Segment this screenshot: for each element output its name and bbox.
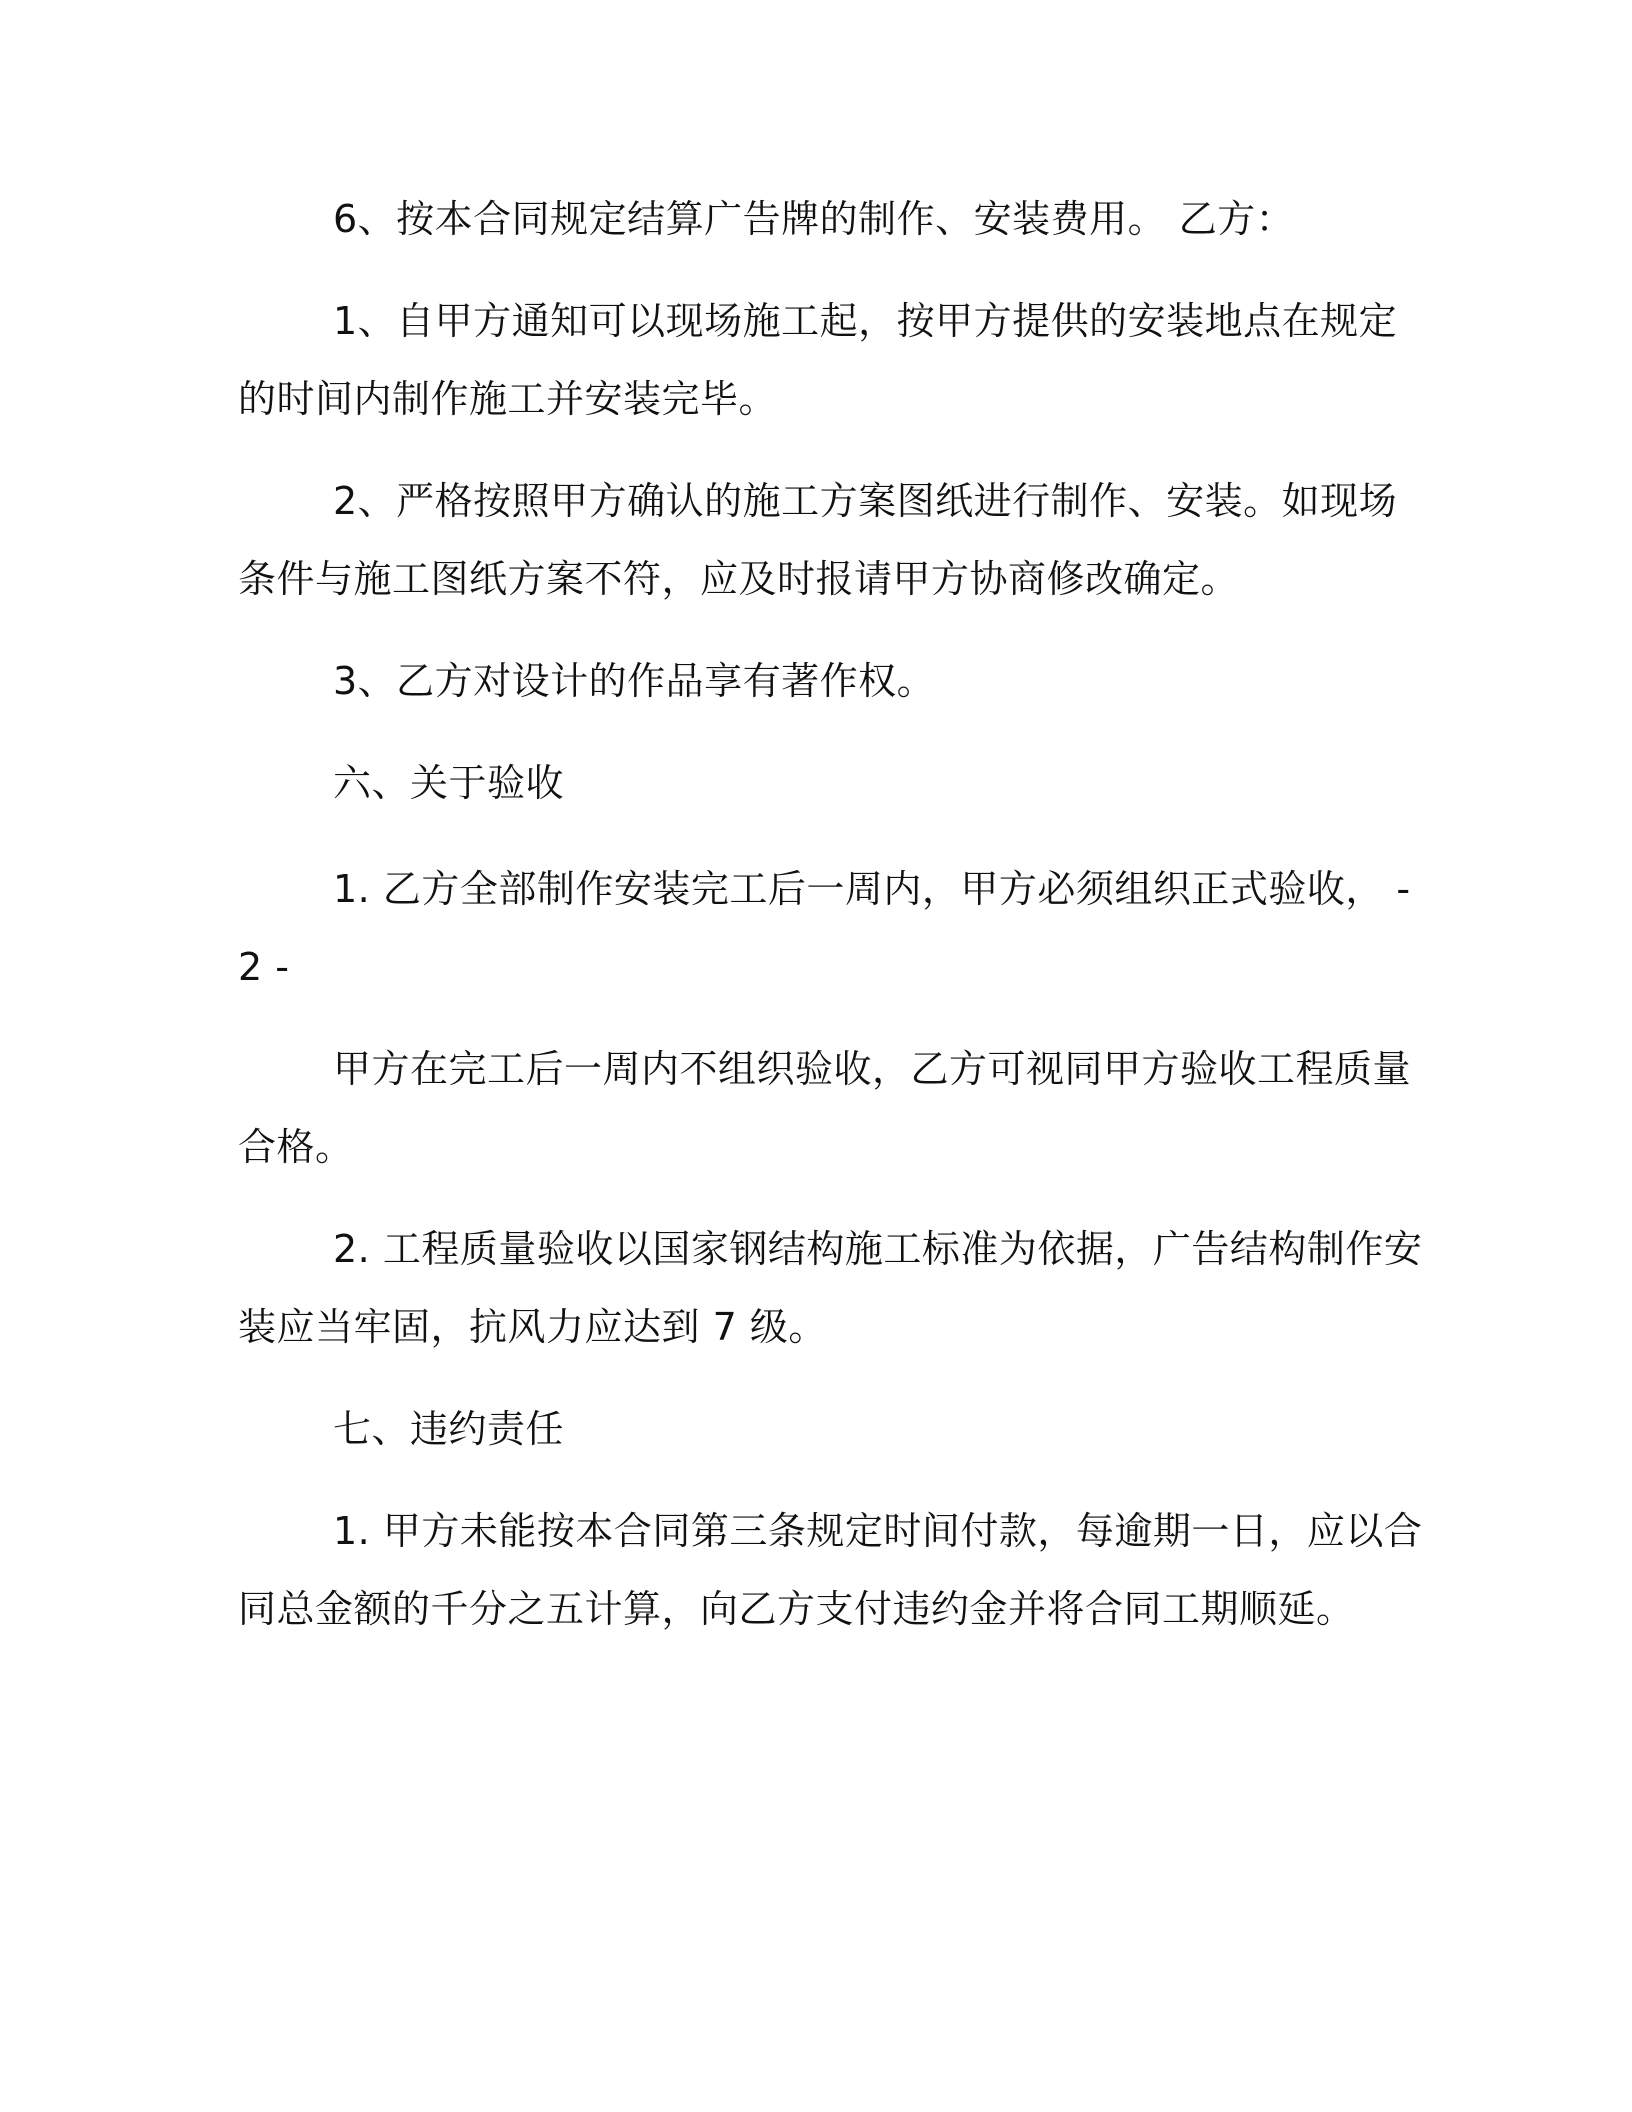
section-heading: 七、违约责任	[333, 1407, 565, 1451]
paragraph-line: 2. 工程质量验收以国家钢结构施工标准为依据，广告结构制作安	[333, 1227, 1423, 1271]
paragraph-line: 1. 甲方未能按本合同第三条规定时间付款，每逾期一日，应以合	[333, 1509, 1423, 1553]
paragraph-line: 1. 乙方全部制作安装完工后一周内，甲方必须组织正式验收， -	[333, 867, 1411, 911]
paragraph-line: 3、乙方对设计的作品享有著作权。	[333, 659, 936, 703]
paragraph-line: 6、按本合同规定结算广告牌的制作、安装费用。 乙方：	[333, 197, 1295, 241]
paragraph-line: 1、自甲方通知可以现场施工起，按甲方提供的安装地点在规定	[333, 299, 1398, 343]
paragraph-line: 条件与施工图纸方案不符，应及时报请甲方协商修改确定。	[238, 557, 1240, 601]
paragraph-line: 2、严格按照甲方确认的施工方案图纸进行制作、安装。如现场	[333, 479, 1398, 523]
section-heading: 六、关于验收	[333, 761, 565, 805]
paragraph-line: 同总金额的千分之五计算，向乙方支付违约金并将合同工期顺延。	[238, 1587, 1355, 1631]
page-number: 2 -	[238, 945, 290, 989]
paragraph-line: 甲方在完工后一周内不组织验收，乙方可视同甲方验收工程质量	[333, 1047, 1412, 1091]
paragraph-line: 的时间内制作施工并安装完毕。	[238, 377, 778, 421]
paragraph-line: 装应当牢固，抗风力应达到 7 级。	[238, 1305, 827, 1349]
paragraph-line: 合格。	[238, 1125, 354, 1169]
